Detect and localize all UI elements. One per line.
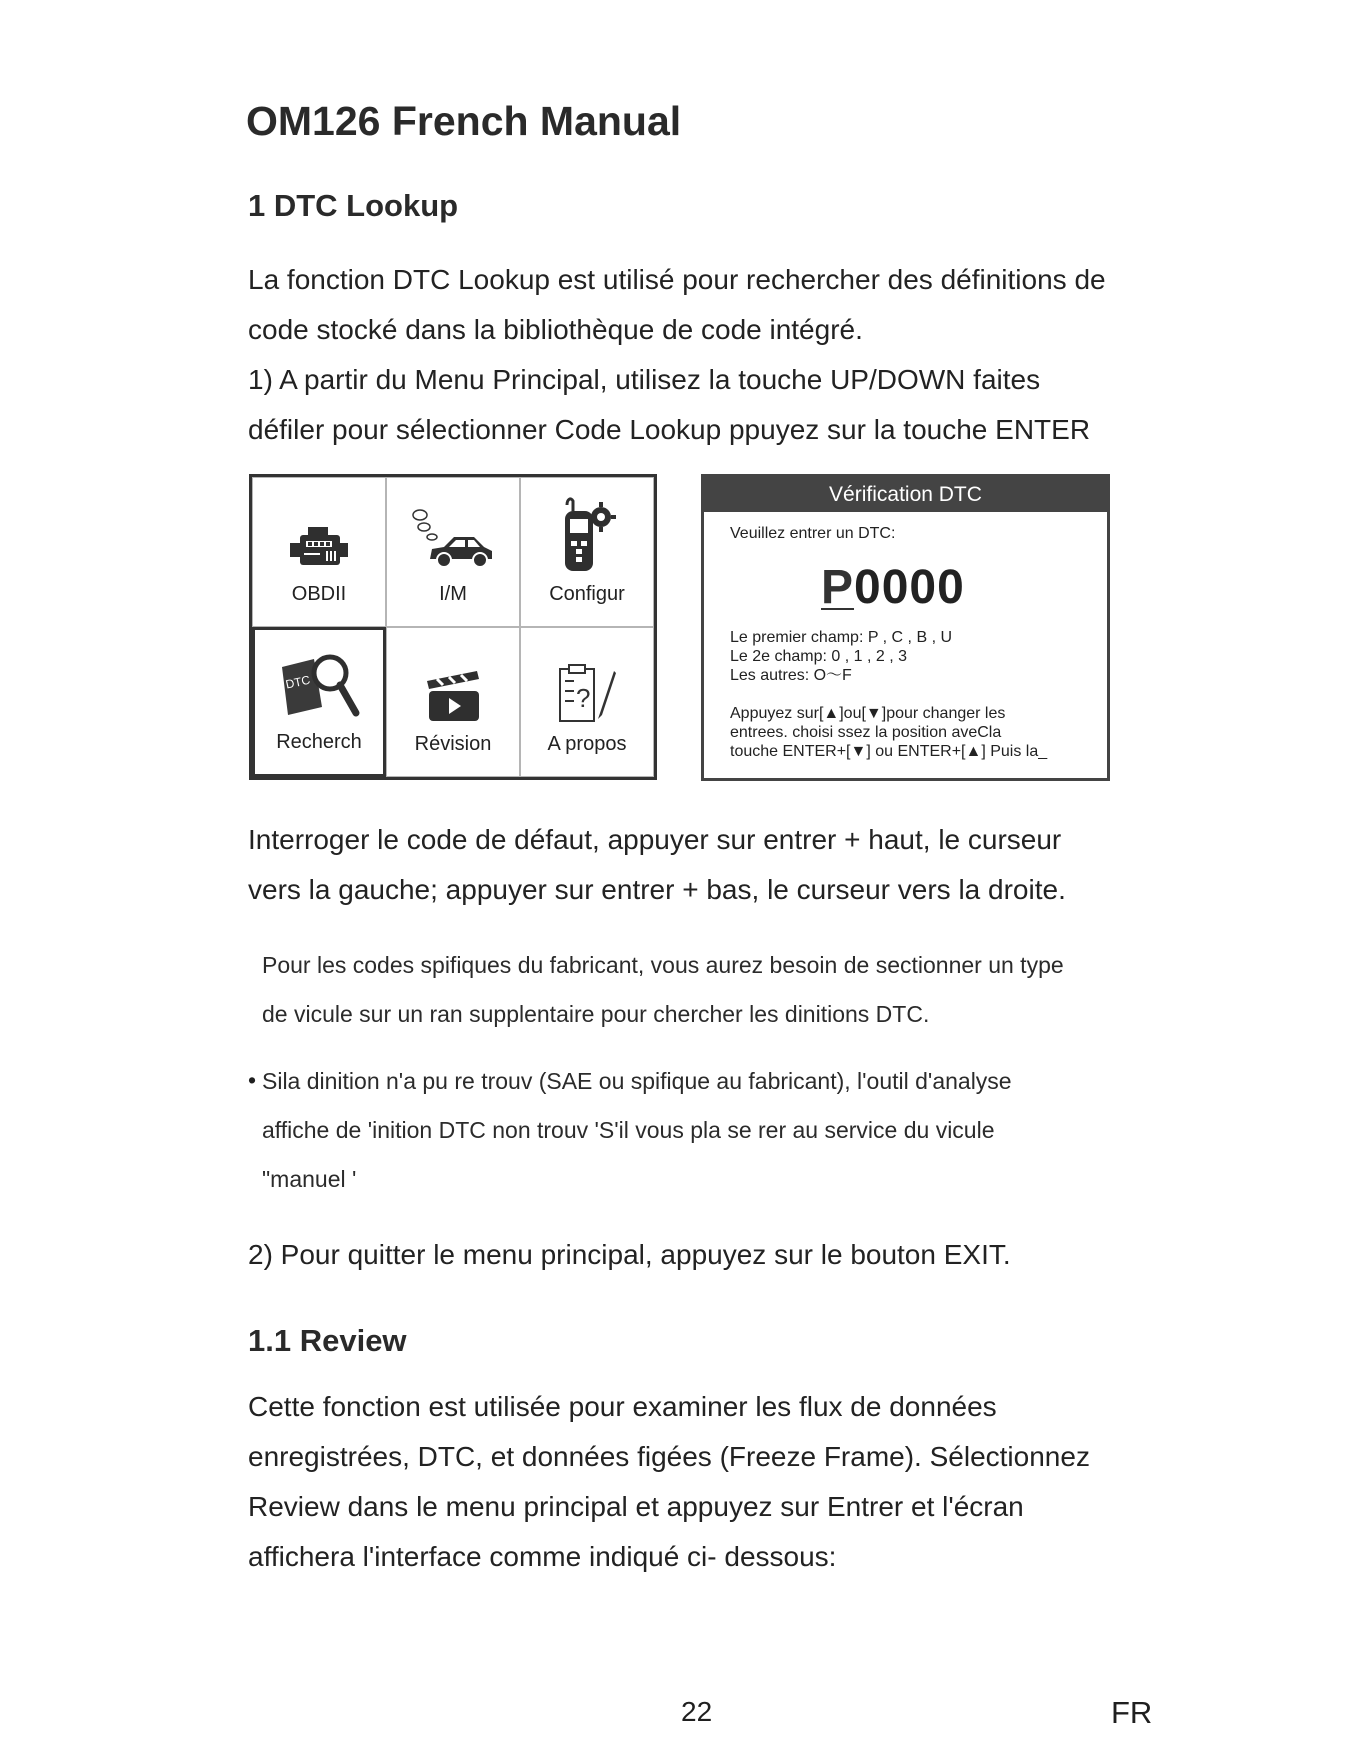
paragraph-line: défiler pour sélectionner Code Lookup ppuyez sur la touche ENTER <box>248 414 1091 445</box>
menu-item-label: Configur <box>549 583 625 605</box>
menu-item-recherch <box>252 627 386 777</box>
dtc-help-line: touche ENTER+[▼] ou ENTER+[▲] Puis la_ <box>730 743 1048 760</box>
menu-item-revision <box>386 627 520 777</box>
scanner-settings-icon <box>557 497 617 573</box>
paragraph-line: affichera l'interface comme indiqué ci- dessous: <box>248 1541 837 1572</box>
menu-item-label: OBDII <box>291 583 347 605</box>
paragraph-line: Cette fonction est utilisée pour examiner les flux de données <box>248 1391 997 1422</box>
menu-item-label: A propos <box>547 733 627 755</box>
screen-body <box>704 512 1107 778</box>
dtc-rule: Le premier champ: P , C , B , U <box>730 629 953 646</box>
bullet-line: "manuel ' <box>262 1166 357 1192</box>
menu-item-configur <box>520 477 654 627</box>
dtc-help-line: entrees. choisi ssez la position aveCla <box>730 724 1002 741</box>
paragraph-line: vers la gauche; appuyer sur entrer + bas, le curseur vers la droite. <box>248 874 1066 905</box>
document-title: OM126 French Manual <box>246 98 682 144</box>
dtc-prompt: Veuillez entrer un DTC: <box>730 525 896 542</box>
car-emission-icon <box>410 507 496 573</box>
dtc-code-digits: 0000 <box>854 561 965 614</box>
screen-header: Vérification DTC <box>704 477 1107 512</box>
main-menu-grid <box>249 474 657 780</box>
dtc-book-label: DTC <box>284 672 312 692</box>
dtc-help-line: Appuyez sur[▲]ou[▼]pour changer les <box>730 705 1006 722</box>
section-heading-review: 1.1 Review <box>248 1323 407 1358</box>
menu-item-im <box>386 477 520 627</box>
paragraph-line: code stocké dans la bibliothèque de code intégré. <box>248 314 863 345</box>
paragraph-line: 1) A partir du Menu Principal, utilisez la touche UP/DOWN faites <box>248 364 1041 395</box>
dtc-code-entry <box>821 560 965 615</box>
dtc-code-first-char: P <box>821 561 855 614</box>
page-number: 22 <box>681 1696 713 1727</box>
dtc-rule: Le 2e champ: 0 , 1 , 2 , 3 <box>730 648 907 665</box>
dtc-rule: Les autres: O～F <box>730 667 852 684</box>
paragraph-line: Interroger le code de défaut, appuyer sur entrer + haut, le curseur <box>248 824 1062 855</box>
menu-item-obdii <box>252 477 386 627</box>
bullet-line: Sila dinition n'a pu re trouv (SAE ou spifique au fabricant), l'outil d'analyse <box>262 1068 1012 1094</box>
language-tag: FR <box>1111 1695 1153 1730</box>
paragraph-line: La fonction DTC Lookup est utilisé pour rechercher des définitions de <box>248 264 1106 295</box>
engine-icon <box>286 523 352 573</box>
section-heading-dtc-lookup: 1 DTC Lookup <box>248 188 459 223</box>
paragraph-line: enregistrées, DTC, et données figées (Freeze Frame). Sélectionnez <box>248 1441 1090 1472</box>
menu-item-label: Recherch <box>276 731 362 753</box>
bullet-line: affiche de 'inition DTC non trouv 'S'il vous pla se rer au service du vicule <box>262 1117 995 1143</box>
menu-item-label: Révision <box>414 733 492 755</box>
note-line: Pour les codes spifiques du fabricant, vous aurez besoin de sectionner un type <box>262 952 1064 978</box>
dtc-book-search-icon <box>276 651 362 721</box>
menu-item-a-propos <box>520 627 654 777</box>
note-line: de vicule sur un ran supplentaire pour chercher les dinitions DTC. <box>262 1001 930 1027</box>
menu-item-label: I/M <box>439 583 467 605</box>
clapperboard-play-icon <box>423 667 483 723</box>
dtc-verification-screen <box>701 474 1110 781</box>
clipboard-question-icon <box>556 663 618 723</box>
bullet-marker: • <box>248 1067 257 1093</box>
paragraph-line: Review dans le menu principal et appuyez sur Entrer et l'écran <box>248 1491 1024 1522</box>
svg-text:?: ? <box>576 683 591 713</box>
step-2-line: 2) Pour quitter le menu principal, appuyez sur le bouton EXIT. <box>248 1239 1011 1270</box>
